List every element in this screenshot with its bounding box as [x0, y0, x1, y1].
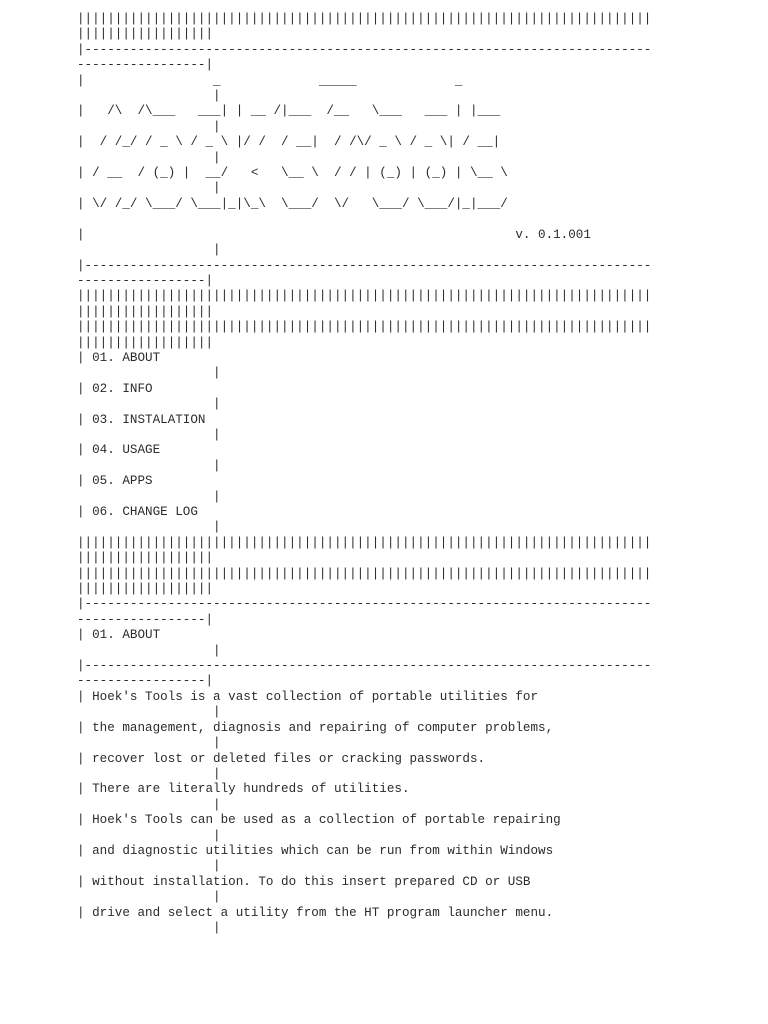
- document-line: ||||||||||||||||||: [77, 27, 214, 42]
- document-line: | / __ / (_) | __/ < \__ \ / / | (_) | (_) | \__ \: [77, 166, 508, 181]
- document-line: | _ _____ _: [77, 73, 463, 88]
- document-line: | Hoek's Tools is a vast collection of portable utilities for: [77, 689, 539, 704]
- document-line: -----------------|: [77, 612, 214, 627]
- document-line: | Hoek's Tools can be used as a collection of portable repairing: [77, 813, 561, 828]
- document-line: | 03. INSTALATION: [77, 412, 206, 427]
- document-line: | 06. CHANGE LOG: [77, 505, 198, 519]
- document-line: |---------------------------------------------------------------------------: [77, 258, 652, 273]
- document-line: | \/ /_/ \___/ \___|_|\_\ \___/ \/ \___/ \___/|_|___/: [77, 196, 508, 211]
- document-line: |: [77, 397, 221, 412]
- document-line: |: [77, 766, 221, 781]
- document-line: | There are literally hundreds of utilities.: [77, 782, 410, 797]
- document-line: | 04. USAGE: [77, 443, 161, 458]
- document-line: | without installation. To do this insert prepared CD or USB: [77, 874, 531, 889]
- document-line: | recover lost or deleted files or cracking passwords.: [77, 751, 486, 766]
- document-line: ||||||||||||||||||||||||||||||||||||||||||||||||||||||||||||||||||||||||||||: [77, 289, 652, 304]
- document-line: ||||||||||||||||||: [77, 304, 214, 319]
- document-line: |: [77, 89, 221, 104]
- document-line: | 01. ABOUT: [77, 628, 161, 643]
- document-line: |: [77, 859, 221, 874]
- document-line: |: [77, 489, 221, 504]
- document-line: |: [77, 920, 221, 935]
- document-line: | drive and select a utility from the HT program launcher menu.: [77, 905, 554, 920]
- document-line: | and diagnostic utilities which can be run from within Windows: [77, 843, 554, 858]
- document-line: ||||||||||||||||||||||||||||||||||||||||||||||||||||||||||||||||||||||||||||: [77, 320, 652, 335]
- document-line: |: [77, 520, 221, 535]
- document-line: ||||||||||||||||||||||||||||||||||||||||||||||||||||||||||||||||||||||||||||: [77, 535, 652, 550]
- document-line: | 01. ABOUT: [77, 350, 161, 365]
- document-line: |: [77, 366, 221, 381]
- document-line: -----------------|: [77, 674, 214, 689]
- document-line: ||||||||||||||||||||||||||||||||||||||||||||||||||||||||||||||||||||||||||||: [77, 12, 652, 26]
- document-line: [77, 212, 651, 227]
- document-line: |---------------------------------------------------------------------------: [77, 597, 652, 612]
- document-line: |---------------------------------------------------------------------------: [77, 659, 652, 674]
- document-line: |: [77, 643, 221, 658]
- document-line: |: [77, 181, 221, 196]
- document-line: | /\ /\___ ___| | __ /|___ /__ \___ ___ | |___: [77, 104, 501, 119]
- readme-document: [77, 12, 651, 936]
- document-line: |: [77, 243, 221, 258]
- document-line: | v. 0.1.001: [77, 227, 591, 242]
- document-line: |: [77, 119, 221, 134]
- document-line: | the management, diagnosis and repairing of computer problems,: [77, 720, 554, 735]
- document-line: |: [77, 736, 221, 751]
- document-line: | / /_/ / _ \ / _ \ |/ / / __| / /\/ _ \ / _ \| / __|: [77, 135, 501, 150]
- document-line: ||||||||||||||||||: [77, 551, 214, 566]
- document-line: |: [77, 828, 221, 843]
- document-line: ||||||||||||||||||: [77, 582, 214, 597]
- document-line: |: [77, 150, 221, 165]
- document-line: |: [77, 458, 221, 473]
- document-line: |: [77, 890, 221, 905]
- document-line: |---------------------------------------------------------------------------: [77, 42, 652, 57]
- document-line: |: [77, 427, 221, 442]
- document-line: |: [77, 797, 221, 812]
- document-line: |: [77, 705, 221, 720]
- document-line: | 05. APPS: [77, 474, 153, 489]
- document-line: ||||||||||||||||||: [77, 335, 214, 350]
- document-line: ||||||||||||||||||||||||||||||||||||||||||||||||||||||||||||||||||||||||||||: [77, 566, 652, 581]
- document-line: | 02. INFO: [77, 381, 153, 396]
- document-line: -----------------|: [77, 273, 214, 288]
- document-line: -----------------|: [77, 58, 214, 73]
